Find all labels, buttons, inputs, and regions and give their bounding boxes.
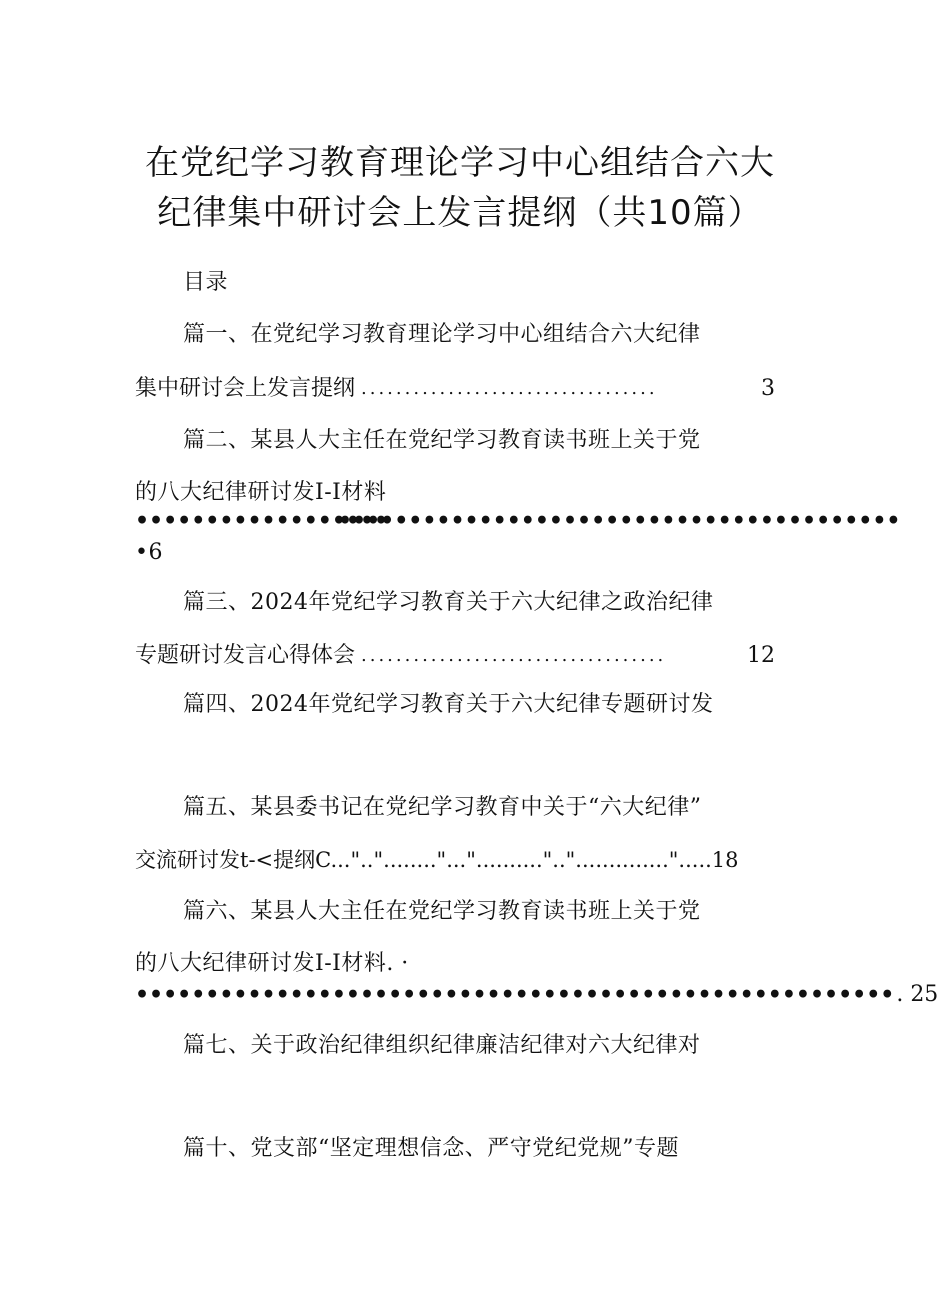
toc-entry-4-line-1: 篇四、2024年党纪学习教育关于六大纪律专题研讨发 <box>183 692 714 717</box>
toc-heading: 目录 <box>183 270 229 295</box>
toc-entry-2-leader-row <box>135 506 901 536</box>
toc-entry-8-line-1: 篇十、党支部“坚定理想信念、严守党纪党规”专题 <box>183 1136 679 1161</box>
toc-entry-1-page: 3 <box>761 376 775 401</box>
toc-entry-6-leader: •••••••••••••••••••••••••••••••••••••••••••••••••••••• <box>135 982 895 1008</box>
toc-entry-3-leader: ................................... <box>361 645 667 666</box>
toc-entry-1-line-1: 篇一、在党纪学习教育理论学习中心组结合六大纪律 <box>183 322 701 347</box>
toc-entry-1-line-2 <box>135 374 775 404</box>
toc-entry-3-text: 专题研讨发言心得体会 <box>135 643 356 668</box>
toc-entry-1-leader: .................................. <box>361 378 658 399</box>
toc-entry-6-line-1: 篇六、某县人大主任在党纪学习教育读书班上关于党 <box>183 899 701 924</box>
toc-entry-2-leader-a: •••••••••••••••••• <box>135 508 389 534</box>
toc-entry-6-page: . 25 <box>896 982 938 1007</box>
toc-entry-3-page: 12 <box>747 643 775 668</box>
toc-entry-5-line-2: 交流研讨发t-<提纲C...".."........"..."..........".."..............".....18 <box>135 848 739 872</box>
toc-entry-7-line-1: 篇七、关于政治纪律组织纪律廉洁纪律对六大纪律对 <box>183 1033 701 1058</box>
toc-entry-2-leader-b: •••••••••••••••••••••••••••••••••••••••• <box>338 508 901 534</box>
toc-entry-2-line-1: 篇二、某县人大主任在党纪学习教育读书班上关于党 <box>183 428 701 453</box>
toc-entry-1-text: 集中研讨会上发言提纲 <box>135 376 356 401</box>
document-title-line-2: 纪律集中研讨会上发言提纲（共10篇） <box>157 193 763 233</box>
toc-entry-2-line-2: 的八大纪律研讨发I-I材料 <box>135 480 387 505</box>
toc-entry-3-line-2 <box>135 641 775 671</box>
toc-entry-5-line-1: 篇五、某县委书记在党纪学习教育中关于“六大纪律” <box>183 795 702 820</box>
toc-entry-6-leader-row <box>135 980 938 1010</box>
toc-entry-3-line-1: 篇三、2024年党纪学习教育关于六大纪律之政治纪律 <box>183 590 714 615</box>
document-title-line-1: 在党纪学习教育理论学习中心组结合六大 <box>145 143 775 183</box>
toc-entry-2-page: •6 <box>135 540 163 565</box>
toc-entry-6-line-2: 的八大纪律研讨发I-I材料. · <box>135 951 409 976</box>
